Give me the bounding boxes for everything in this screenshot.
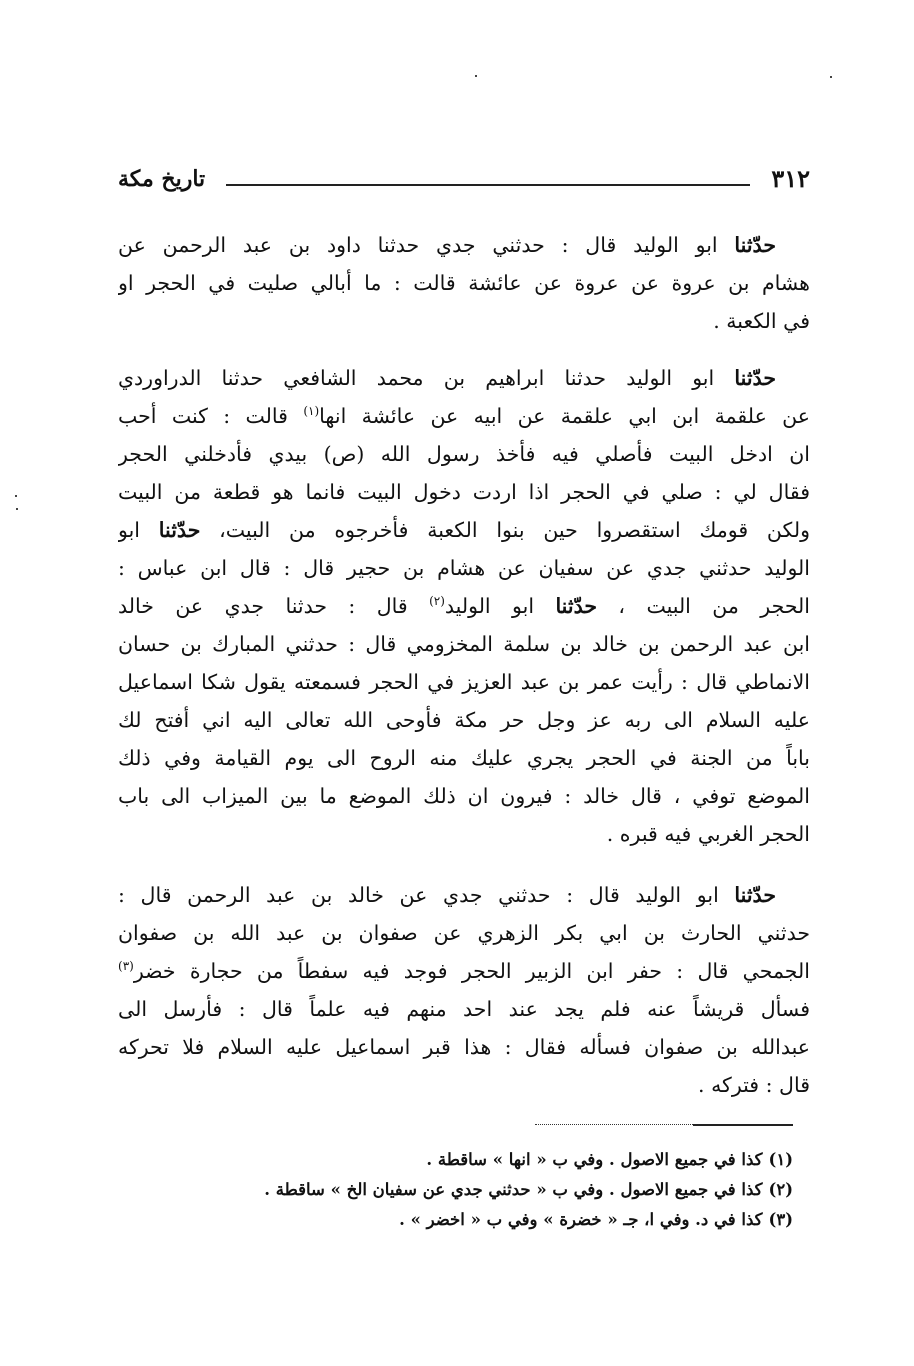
footnotes	[240, 1145, 793, 1235]
line-text: ابو الوليد	[444, 594, 556, 618]
line-text: ابن عبد الرحمن بن خالد بن سلمة المخزومي قال : حدثني المبارك بن حسان	[118, 632, 810, 656]
footnote-text: كذا في د. وفي ا، جـ « خضرة » وفي ب « اخضر » .	[399, 1210, 763, 1229]
line-text: قال : فتركه .	[698, 1073, 810, 1097]
scan-speck	[16, 508, 18, 510]
footnote-text: كذا في جميع الاصول . وفي ب « انها » ساقطة .	[426, 1150, 763, 1169]
text-line	[118, 226, 810, 264]
book-title: تاريخ مكة	[118, 166, 206, 192]
footnote-number: (٢)	[768, 1180, 793, 1199]
line-text: باباً من الجنة في الحجر يجري عليك منه الروح الى يوم القيامة وفي ذلك	[118, 746, 810, 770]
line-text: عبدالله بن صفوان فسأله فقال : هذا قبر اسماعيل عليه السلام فلا تحركه	[118, 1035, 810, 1059]
paragraph	[118, 876, 810, 1104]
text-line	[118, 663, 810, 701]
text-line	[118, 359, 810, 397]
line-text: الحجر الغربي فيه قبره .	[606, 822, 810, 846]
text-line	[118, 990, 810, 1028]
line-text: الانماطي قال : رأيت عمر بن عبد العزيز في الحجر فسمعته يقول شكا اسماعيل	[118, 670, 810, 694]
paragraph	[118, 359, 810, 853]
line-text: في الكعبة .	[713, 309, 810, 333]
footnote-ref[interactable]: (٣)	[118, 959, 134, 974]
line-text: ابو الوليد حدثنا ابراهيم بن محمد الشافعي حدثنا الدراوردي	[118, 366, 735, 390]
scan-speck	[830, 76, 832, 78]
line-text: فسأل قريشاً عنه فلم يجد عند احد منهم فيه علماً قال : فأرسل الى	[118, 997, 810, 1021]
text-line	[118, 549, 810, 587]
paragraph	[118, 226, 810, 340]
running-header	[118, 164, 810, 198]
text-line	[118, 397, 810, 435]
text-line	[118, 815, 810, 853]
text-line	[118, 264, 810, 302]
text-line	[118, 777, 810, 815]
text-line	[118, 587, 810, 625]
isnad-lead: حدّثنا	[734, 366, 776, 390]
line-text: حدثني الحارث بن ابي بكر الزهري عن صفوان بن عبد الله بن صفوان	[118, 921, 810, 945]
footnote-2	[240, 1175, 793, 1205]
scan-speck	[475, 75, 477, 77]
text-line	[118, 302, 810, 340]
footnote-1	[240, 1145, 793, 1175]
text-line	[118, 473, 810, 511]
text-line	[118, 1066, 810, 1104]
isnad-lead: حدّثنا	[555, 594, 598, 618]
line-text: عليه السلام الى ربه عز وجل حر مكة فأوحى الله تعالى اليه اني أفتح لك	[118, 708, 810, 732]
text-line	[118, 625, 810, 663]
footnote-text: كذا في جميع الاصول . وفي ب « حدثني جدي عن سفيان الخ » ساقطة .	[264, 1180, 763, 1199]
text-line	[118, 952, 810, 990]
header-rule	[226, 184, 750, 186]
line-text: قال : حدثنا جدي عن خالد	[118, 594, 430, 618]
line-text: ابو	[118, 518, 159, 542]
line-text: ولكن قومك استقصروا حين بنوا الكعبة فأخرجوه من البيت،	[200, 518, 810, 542]
line-text: فقال لي : صلي في الحجر اذا اردت دخول البيت فانما هو قطعة من البيت	[118, 480, 810, 504]
line-text: ابو الوليد قال : حدثني جدي عن خالد بن عبد الرحمن قال :	[118, 883, 735, 907]
line-text: ان ادخل البيت فأصلي فيه فأخذ رسول الله (ص) بيدي فأدخلني الحجر	[118, 442, 810, 466]
isnad-lead: حدّثنا	[158, 518, 201, 542]
footnote-number: (٣)	[768, 1210, 793, 1229]
isnad-lead: حدّثنا	[734, 883, 776, 907]
line-text: ابو الوليد قال : حدثني جدي حدثنا داود بن عبد الرحمن عن	[118, 233, 735, 257]
isnad-lead: حدّثنا	[734, 233, 776, 257]
text-line	[118, 435, 810, 473]
scan-speck	[15, 495, 17, 497]
text-line	[118, 1028, 810, 1066]
line-text: الموضع توفي ، قال خالد : فيرون ان ذلك الموضع ما بين الميزاب الى باب	[118, 784, 810, 808]
footnote-ref[interactable]: (٢)	[429, 594, 445, 609]
text-line	[118, 914, 810, 952]
line-text: الجمحي قال : حفر ابن الزبير الحجر فوجد فيه سفطاً من حجارة خضر	[133, 959, 810, 983]
text-line	[118, 876, 810, 914]
footnote-ref[interactable]: (١)	[303, 404, 320, 419]
line-text: الوليد حدثني جدي عن سفيان عن هشام بن حجير قال : قال ابن عباس :	[118, 556, 810, 580]
footnote-number: (١)	[768, 1150, 793, 1169]
footnote-3	[240, 1205, 793, 1235]
footnote-separator	[535, 1124, 793, 1125]
text-line	[118, 739, 810, 777]
line-text: قالت : كنت أحب	[118, 404, 304, 428]
line-text: عن علقمة ابن ابي علقمة عن ابيه عن عائشة انها	[319, 404, 810, 428]
text-line	[118, 511, 810, 549]
page-number: ٣١٢	[771, 164, 810, 193]
text-line	[118, 701, 810, 739]
line-text: الحجر من البيت ،	[597, 594, 810, 618]
line-text: هشام بن عروة عن عروة عن عائشة قالت : ما أبالي صليت في الحجر او	[118, 271, 810, 295]
